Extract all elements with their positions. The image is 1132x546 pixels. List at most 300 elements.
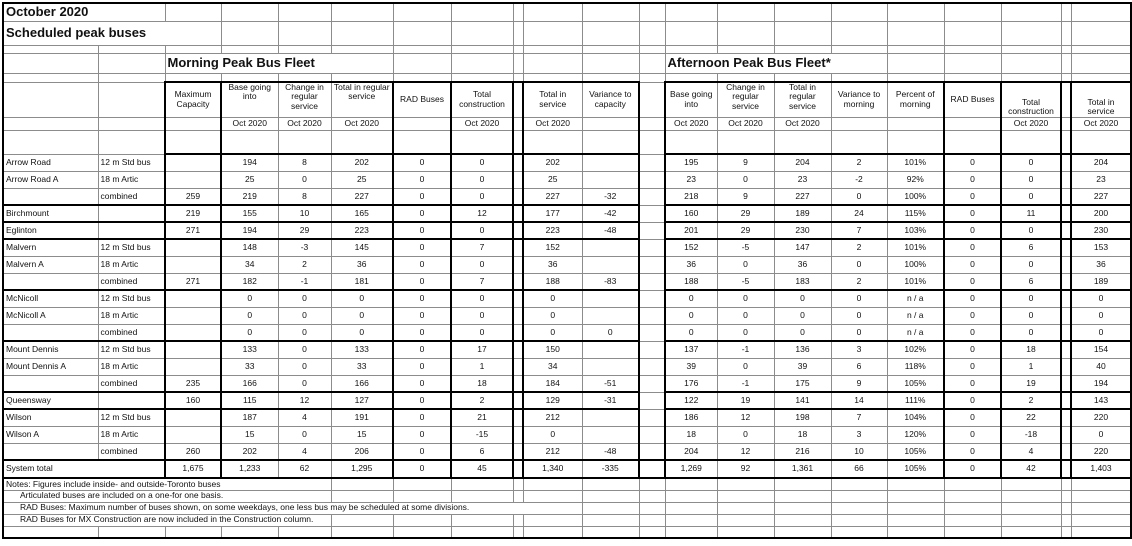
cell-var: -48	[582, 222, 639, 239]
cell-base: 187	[221, 409, 278, 426]
cell-treg: 33	[331, 358, 393, 375]
cell-prad: 0	[944, 154, 1001, 171]
cell-pchg: 9	[717, 188, 774, 205]
cell-rad: 0	[393, 290, 451, 307]
cell-prad: 0	[944, 239, 1001, 256]
cell-pchg: 92	[717, 460, 774, 478]
cell-ppct: n / a	[887, 324, 944, 341]
cell-ptreg: 1,361	[774, 460, 831, 478]
cell-ptsvc: 189	[1071, 273, 1131, 290]
cell-treg: 25	[331, 171, 393, 188]
period-label: Oct 2020	[331, 117, 393, 130]
cell-type	[98, 222, 165, 239]
cell-pcon: 0	[1001, 188, 1061, 205]
cell-pcon: 0	[1001, 222, 1061, 239]
cell-var: -31	[582, 392, 639, 409]
table-row	[3, 409, 1131, 426]
cell-tsvc: 223	[523, 222, 582, 239]
cell-tsvc: 1,340	[523, 460, 582, 478]
cell-treg: 145	[331, 239, 393, 256]
cell-name: McNicoll A	[3, 307, 98, 324]
cell-name: Wilson	[3, 409, 98, 426]
cell-pvar: 2	[831, 273, 887, 290]
cell-cap: 259	[165, 188, 221, 205]
hdr-am-total-service: Total in service	[523, 82, 582, 117]
cell-base: 182	[221, 273, 278, 290]
cell-pcon: 0	[1001, 307, 1061, 324]
cell-ptsvc: 200	[1071, 205, 1131, 222]
cell-chg: 0	[278, 307, 331, 324]
cell-type: combined	[98, 375, 165, 392]
cell-ptreg: 23	[774, 171, 831, 188]
cell-chg: 4	[278, 409, 331, 426]
cell-tsvc: 129	[523, 392, 582, 409]
cell-pvar: 0	[831, 307, 887, 324]
cell-prad: 0	[944, 290, 1001, 307]
cell-ppct: 92%	[887, 171, 944, 188]
cell-treg: 1,295	[331, 460, 393, 478]
cell-var	[582, 171, 639, 188]
cell-ptsvc: 0	[1071, 324, 1131, 341]
cell-ppct: 111%	[887, 392, 944, 409]
cell-cap	[165, 324, 221, 341]
cell-pcon: 18	[1001, 341, 1061, 358]
cell-chg: 8	[278, 154, 331, 171]
cell-chg: 2	[278, 256, 331, 273]
cell-con: 0	[451, 256, 513, 273]
cell-ppct: 120%	[887, 426, 944, 443]
cell-pchg: 29	[717, 222, 774, 239]
cell-pvar: 24	[831, 205, 887, 222]
cell-pbase: 218	[665, 188, 717, 205]
table-row	[3, 256, 1131, 273]
cell-treg: 166	[331, 375, 393, 392]
cell-base: 1,233	[221, 460, 278, 478]
table-row	[3, 375, 1131, 392]
cell-var: -335	[582, 460, 639, 478]
cell-con: 2	[451, 392, 513, 409]
cell-tsvc: 212	[523, 409, 582, 426]
cell-chg: 62	[278, 460, 331, 478]
cell-chg: 0	[278, 375, 331, 392]
cell-type: combined	[98, 188, 165, 205]
cell-ptreg: 175	[774, 375, 831, 392]
cell-ptreg: 39	[774, 358, 831, 375]
cell-var: -42	[582, 205, 639, 222]
cell-base: 25	[221, 171, 278, 188]
cell-prad: 0	[944, 392, 1001, 409]
cell-pcon: 22	[1001, 409, 1061, 426]
cell-type: 18 m Artic	[98, 171, 165, 188]
cell-ptreg: 18	[774, 426, 831, 443]
cell-ppct: n / a	[887, 290, 944, 307]
cell-var	[582, 239, 639, 256]
cell-pbase: 36	[665, 256, 717, 273]
hdr-pm-total-service: Total in service	[1071, 82, 1131, 117]
cell-treg: 223	[331, 222, 393, 239]
cell-con: 0	[451, 171, 513, 188]
cell-pbase: 195	[665, 154, 717, 171]
cell-pvar: -2	[831, 171, 887, 188]
cell-rad: 0	[393, 392, 451, 409]
cell-ppct: 118%	[887, 358, 944, 375]
cell-pcon: 6	[1001, 273, 1061, 290]
cell-pcon: 2	[1001, 392, 1061, 409]
cell-pbase: 39	[665, 358, 717, 375]
cell-con: 17	[451, 341, 513, 358]
cell-name: Wilson A	[3, 426, 98, 443]
hdr-pm-base: Base going into	[665, 82, 717, 117]
cell-con: 0	[451, 188, 513, 205]
cell-pvar: 3	[831, 341, 887, 358]
cell-cap	[165, 409, 221, 426]
cell-ppct: 105%	[887, 460, 944, 478]
period-label: Oct 2020	[278, 117, 331, 130]
cell-pcon: 1	[1001, 358, 1061, 375]
cell-type: 12 m Std bus	[98, 290, 165, 307]
cell-tsvc: 177	[523, 205, 582, 222]
cell-cap: 219	[165, 205, 221, 222]
cell-ptsvc: 1,403	[1071, 460, 1131, 478]
cell-cap	[165, 358, 221, 375]
cell-con: 6	[451, 443, 513, 460]
cell-pchg: -5	[717, 239, 774, 256]
cell-ptsvc: 143	[1071, 392, 1131, 409]
cell-treg: 0	[331, 307, 393, 324]
cell-name: System total	[3, 460, 165, 478]
cell-prad: 0	[944, 426, 1001, 443]
cell-pbase: 204	[665, 443, 717, 460]
note-line: Articulated buses are included on a one-for one basis.	[3, 490, 331, 502]
cell-ppct: 103%	[887, 222, 944, 239]
cell-chg: 0	[278, 324, 331, 341]
cell-pbase: 1,269	[665, 460, 717, 478]
note-line: Notes: Figures include inside- and outside-Toronto buses	[3, 478, 331, 490]
cell-ptsvc: 0	[1071, 426, 1131, 443]
cell-type	[98, 205, 165, 222]
cell-type: 12 m Std bus	[98, 154, 165, 171]
cell-ptreg: 0	[774, 307, 831, 324]
cell-var: -48	[582, 443, 639, 460]
cell-base: 194	[221, 154, 278, 171]
cell-tsvc: 0	[523, 426, 582, 443]
cell-pcon: 0	[1001, 324, 1061, 341]
cell-name	[3, 324, 98, 341]
cell-pchg: 0	[717, 324, 774, 341]
hdr-pm-percent: Percent of morning	[887, 82, 944, 117]
cell-pchg: 0	[717, 426, 774, 443]
cell-ptreg: 0	[774, 290, 831, 307]
cell-ppct: 115%	[887, 205, 944, 222]
cell-cap: 260	[165, 443, 221, 460]
cell-ppct: 102%	[887, 341, 944, 358]
afternoon-heading: Afternoon Peak Bus Fleet*	[665, 53, 887, 73]
cell-ptreg: 189	[774, 205, 831, 222]
cell-ptreg: 204	[774, 154, 831, 171]
cell-pvar: 7	[831, 409, 887, 426]
cell-tsvc: 188	[523, 273, 582, 290]
cell-type: 18 m Artic	[98, 256, 165, 273]
cell-pcon: 6	[1001, 239, 1061, 256]
cell-tsvc: 227	[523, 188, 582, 205]
sheet-subtitle: Scheduled peak buses	[3, 21, 221, 45]
cell-pchg: 0	[717, 290, 774, 307]
cell-type: combined	[98, 443, 165, 460]
cell-pchg: 12	[717, 443, 774, 460]
cell-con: 0	[451, 307, 513, 324]
cell-pvar: 7	[831, 222, 887, 239]
cell-prad: 0	[944, 324, 1001, 341]
cell-con: 0	[451, 324, 513, 341]
cell-treg: 191	[331, 409, 393, 426]
cell-tsvc: 184	[523, 375, 582, 392]
cell-rad: 0	[393, 205, 451, 222]
cell-pchg: -5	[717, 273, 774, 290]
cell-pvar: 2	[831, 154, 887, 171]
cell-prad: 0	[944, 443, 1001, 460]
table-row	[3, 188, 1131, 205]
cell-ppct: 105%	[887, 375, 944, 392]
cell-pbase: 0	[665, 324, 717, 341]
hdr-am-construction: Total construction	[451, 82, 513, 117]
cell-rad: 0	[393, 171, 451, 188]
cell-prad: 0	[944, 307, 1001, 324]
cell-type: 12 m Std bus	[98, 239, 165, 256]
cell-name: Queensway	[3, 392, 98, 409]
cell-ppct: n / a	[887, 307, 944, 324]
cell-ptsvc: 194	[1071, 375, 1131, 392]
cell-name: Malvern	[3, 239, 98, 256]
cell-base: 202	[221, 443, 278, 460]
cell-pbase: 23	[665, 171, 717, 188]
cell-type: combined	[98, 324, 165, 341]
cell-rad: 0	[393, 273, 451, 290]
cell-cap: 160	[165, 392, 221, 409]
cell-rad: 0	[393, 460, 451, 478]
note-line: RAD Buses for MX Construction are now included in the Construction column.	[3, 514, 331, 526]
cell-con: 12	[451, 205, 513, 222]
cell-con: 1	[451, 358, 513, 375]
cell-cap	[165, 307, 221, 324]
cell-ptreg: 147	[774, 239, 831, 256]
cell-base: 219	[221, 188, 278, 205]
cell-prad: 0	[944, 273, 1001, 290]
hdr-am-base: Base going into	[221, 82, 278, 117]
cell-type: 18 m Artic	[98, 307, 165, 324]
cell-treg: 202	[331, 154, 393, 171]
cell-cap: 271	[165, 222, 221, 239]
cell-ptsvc: 204	[1071, 154, 1131, 171]
cell-ptsvc: 153	[1071, 239, 1131, 256]
cell-pcon: 0	[1001, 154, 1061, 171]
cell-tsvc: 34	[523, 358, 582, 375]
cell-prad: 0	[944, 358, 1001, 375]
table-row	[3, 426, 1131, 443]
cell-pchg: 29	[717, 205, 774, 222]
table-row	[3, 205, 1131, 222]
cell-rad: 0	[393, 358, 451, 375]
hdr-pm-construction: Total construction	[1001, 82, 1061, 117]
cell-pvar: 0	[831, 256, 887, 273]
cell-name	[3, 443, 98, 460]
cell-type: 18 m Artic	[98, 426, 165, 443]
cell-var	[582, 154, 639, 171]
cell-pcon: 4	[1001, 443, 1061, 460]
hdr-am-variance: Variance to capacity	[582, 82, 639, 117]
cell-con: 0	[451, 222, 513, 239]
hdr-am-rad: RAD Buses	[393, 82, 451, 117]
cell-name	[3, 375, 98, 392]
table-row	[3, 341, 1131, 358]
cell-pcon: 19	[1001, 375, 1061, 392]
table-row	[3, 324, 1131, 341]
cell-rad: 0	[393, 443, 451, 460]
cell-pcon: 0	[1001, 256, 1061, 273]
cell-chg: 0	[278, 358, 331, 375]
cell-pvar: 3	[831, 426, 887, 443]
cell-cap	[165, 171, 221, 188]
morning-heading: Morning Peak Bus Fleet	[165, 53, 393, 73]
cell-ptreg: 227	[774, 188, 831, 205]
cell-prad: 0	[944, 171, 1001, 188]
cell-base: 155	[221, 205, 278, 222]
cell-pchg: 0	[717, 256, 774, 273]
hdr-pm-total-regular: Total in regular service	[774, 82, 831, 117]
cell-pvar: 0	[831, 290, 887, 307]
cell-con: 7	[451, 273, 513, 290]
period-label: Oct 2020	[774, 117, 831, 130]
cell-cap	[165, 154, 221, 171]
cell-ptreg: 198	[774, 409, 831, 426]
cell-ppct: 100%	[887, 256, 944, 273]
cell-base: 34	[221, 256, 278, 273]
period-label: Oct 2020	[221, 117, 278, 130]
cell-pbase: 122	[665, 392, 717, 409]
cell-base: 166	[221, 375, 278, 392]
period-label: Oct 2020	[665, 117, 717, 130]
cell-tsvc: 150	[523, 341, 582, 358]
cell-pvar: 6	[831, 358, 887, 375]
cell-ptsvc: 0	[1071, 290, 1131, 307]
cell-rad: 0	[393, 307, 451, 324]
cell-treg: 0	[331, 324, 393, 341]
cell-var	[582, 341, 639, 358]
cell-con: 0	[451, 154, 513, 171]
cell-var	[582, 290, 639, 307]
cell-rad: 0	[393, 426, 451, 443]
cell-pbase: 18	[665, 426, 717, 443]
cell-rad: 0	[393, 154, 451, 171]
cell-prad: 0	[944, 188, 1001, 205]
cell-pchg: 0	[717, 307, 774, 324]
cell-tsvc: 152	[523, 239, 582, 256]
cell-base: 0	[221, 324, 278, 341]
cell-type: combined	[98, 273, 165, 290]
cell-pvar: 10	[831, 443, 887, 460]
table-row	[3, 392, 1131, 409]
cell-base: 115	[221, 392, 278, 409]
cell-ptsvc: 23	[1071, 171, 1131, 188]
cell-chg: 0	[278, 290, 331, 307]
cell-ptsvc: 230	[1071, 222, 1131, 239]
cell-pcon: -18	[1001, 426, 1061, 443]
cell-ppct: 105%	[887, 443, 944, 460]
cell-pbase: 201	[665, 222, 717, 239]
cell-rad: 0	[393, 375, 451, 392]
cell-prad: 0	[944, 341, 1001, 358]
cell-treg: 36	[331, 256, 393, 273]
cell-ptreg: 230	[774, 222, 831, 239]
cell-name	[3, 188, 98, 205]
cell-tsvc: 36	[523, 256, 582, 273]
cell-base: 15	[221, 426, 278, 443]
period-label: Oct 2020	[523, 117, 582, 130]
cell-treg: 206	[331, 443, 393, 460]
cell-chg: -3	[278, 239, 331, 256]
hdr-pm-change: Change in regular service	[717, 82, 774, 117]
period-label: Oct 2020	[1001, 117, 1061, 130]
cell-cap	[165, 426, 221, 443]
cell-name: Malvern A	[3, 256, 98, 273]
cell-prad: 0	[944, 205, 1001, 222]
hdr-am-change: Change in regular service	[278, 82, 331, 117]
cell-name: Birchmount	[3, 205, 98, 222]
cell-pbase: 176	[665, 375, 717, 392]
cell-chg: 0	[278, 341, 331, 358]
cell-ptsvc: 220	[1071, 443, 1131, 460]
cell-ppct: 100%	[887, 188, 944, 205]
cell-tsvc: 0	[523, 307, 582, 324]
cell-type: 18 m Artic	[98, 358, 165, 375]
cell-name: Arrow Road	[3, 154, 98, 171]
cell-base: 148	[221, 239, 278, 256]
cell-ptsvc: 220	[1071, 409, 1131, 426]
period-label: Oct 2020	[717, 117, 774, 130]
cell-chg: -1	[278, 273, 331, 290]
cell-cap: 1,675	[165, 460, 221, 478]
cell-ptreg: 36	[774, 256, 831, 273]
cell-var: -83	[582, 273, 639, 290]
cell-treg: 227	[331, 188, 393, 205]
cell-ppct: 104%	[887, 409, 944, 426]
cell-con: 7	[451, 239, 513, 256]
cell-pbase: 0	[665, 290, 717, 307]
table-row	[3, 290, 1131, 307]
cell-treg: 0	[331, 290, 393, 307]
cell-pvar: 9	[831, 375, 887, 392]
cell-type	[98, 392, 165, 409]
cell-chg: 12	[278, 392, 331, 409]
cell-prad: 0	[944, 375, 1001, 392]
cell-pvar: 0	[831, 324, 887, 341]
cell-pcon: 42	[1001, 460, 1061, 478]
cell-tsvc: 0	[523, 324, 582, 341]
cell-tsvc: 0	[523, 290, 582, 307]
cell-pcon: 0	[1001, 171, 1061, 188]
cell-var: -32	[582, 188, 639, 205]
system-total-row	[3, 460, 1131, 478]
cell-treg: 15	[331, 426, 393, 443]
cell-prad: 0	[944, 460, 1001, 478]
cell-cap	[165, 256, 221, 273]
cell-ptreg: 136	[774, 341, 831, 358]
cell-rad: 0	[393, 324, 451, 341]
cell-pvar: 2	[831, 239, 887, 256]
cell-cap	[165, 239, 221, 256]
cell-pchg: -1	[717, 341, 774, 358]
cell-base: 33	[221, 358, 278, 375]
cell-ppct: 101%	[887, 273, 944, 290]
